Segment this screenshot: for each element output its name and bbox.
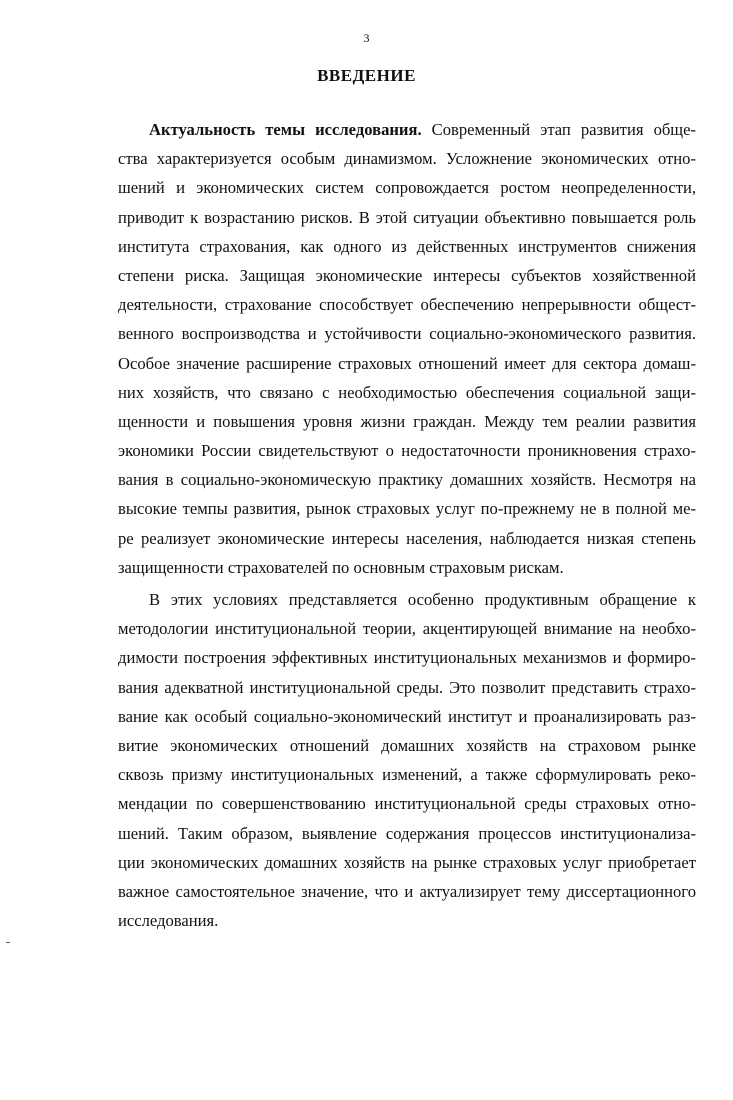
paragraph-line: Особое значение расширение страховых отношений имеет для сектора домаш-: [118, 353, 696, 373]
paragraph-line: экономики России свидетельствуют о недостаточности проникновения страхо-: [118, 441, 696, 461]
paragraph-line: вания в социально-экономическую практику домашних хозяйств. Несмотря на: [118, 470, 696, 490]
paragraph-line: степени риска. Защищая экономические интересы субъектов хозяйственной: [118, 265, 696, 285]
paragraph-line: высокие темпы развития, рынок страховых услуг по-прежнему не в полной ме-: [118, 499, 696, 519]
paragraph-line: мендации по совершенствованию институциональной среды страховых отно-: [118, 794, 696, 814]
paragraph-line: В этих условиях представляется особенно продуктивным обращение к: [149, 590, 696, 609]
paragraph-line: исследования.: [118, 911, 219, 931]
paragraph-line: методологии институциональной теории, акцентирующей внимание на необхо-: [118, 619, 696, 639]
page-number: 3: [363, 31, 370, 45]
paragraph-line: шений. Таким образом, выявление содержания процессов институционализа-: [118, 823, 696, 843]
paragraph-line: приводит к возрастанию рисков. В этой ситуации объективно повышается роль: [118, 207, 696, 227]
paragraph-line: димости построения эффективных институциональных механизмов и формиро-: [118, 648, 696, 668]
line-text: Современный этап развития обще-: [421, 120, 696, 139]
page-title: ВВЕДЕНИЕ: [317, 66, 416, 85]
paragraph-line: венного воспроизводства и устойчивости социально-экономического развития.: [118, 324, 696, 344]
scan-margin-mark: [6, 942, 10, 943]
paragraph-line: витие экономических отношений домашних хозяйств на страховом рынке: [118, 735, 696, 755]
paragraph-line: важное самостоятельное значение, что и актуализирует тему диссертационного: [118, 881, 696, 901]
paragraph-relevance: [118, 115, 696, 582]
paragraph-line: [118, 115, 696, 144]
paragraph-line: сквозь призму институциональных изменений, а также сформулировать реко-: [118, 765, 696, 785]
paragraph-line: ре реализует экономические интересы населения, наблюдается низкая степень: [118, 528, 696, 548]
paragraph-line: ства характеризуется особым динамизмом. Усложнение экономических отно-: [118, 149, 696, 169]
paragraph-methodology: [118, 585, 696, 935]
paragraph-line: шений и экономических систем сопровождается ростом неопределенности,: [118, 178, 696, 198]
paragraph-line: вания адекватной институциональной среды. Это позволит представить страхо-: [118, 677, 696, 697]
paragraph-line: защищенности страхователей по основным страховым рискам.: [118, 557, 564, 577]
paragraph-line: вание как особый социально-экономический институт и проанализировать раз-: [118, 706, 696, 726]
paragraph-line: ции экономических домашних хозяйств на рынке страховых услуг приобретает: [118, 852, 696, 872]
paragraph-line: них хозяйств, что связано с необходимостью обеспечения социальной защи-: [118, 382, 696, 402]
paragraph-line: деятельности, страхование способствует обеспечению непрерывности общест-: [118, 295, 696, 315]
paragraph-line: щенности и повышения уровня жизни граждан. Между тем реалии развития: [118, 411, 696, 431]
lead-in-heading: Актуальность темы исследования.: [149, 120, 422, 139]
paragraph-line: института страхования, как одного из действенных инструментов снижения: [118, 236, 696, 256]
